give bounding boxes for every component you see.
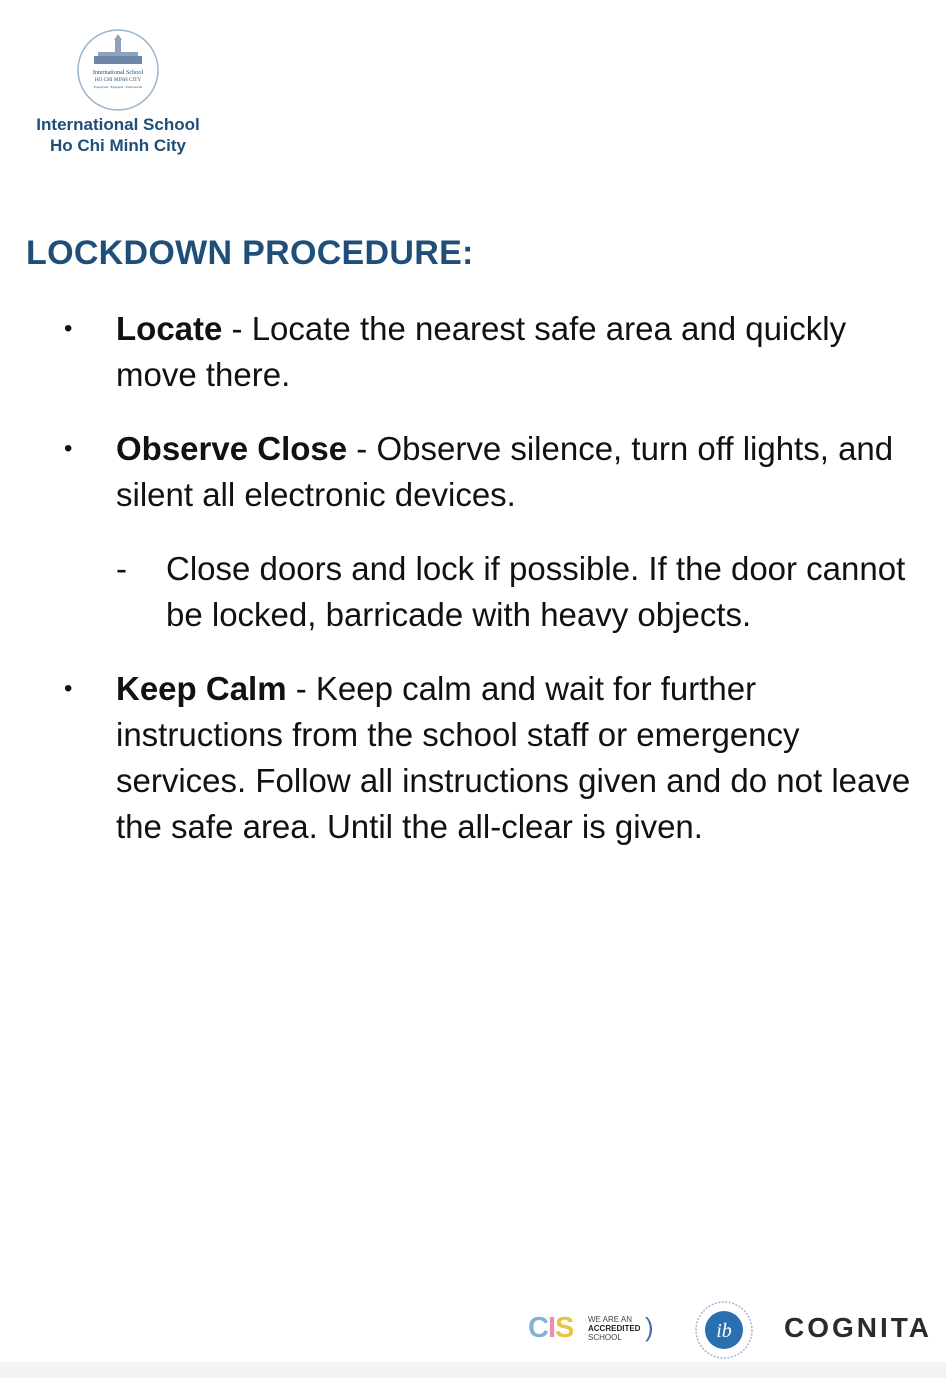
item-term: Keep Calm [116,670,287,707]
list-item-locate [0,306,946,398]
school-seal-icon [76,28,160,112]
school-name [22,114,214,156]
seal-line-1: International School [92,69,144,76]
item-text: - Keep calm and wait for further instructions from the school staff or emergency services. Follow all instructions given and do not leave the safe area. Until the all-clear is given. [116,670,911,845]
page-title: LOCKDOWN PROCEDURE: [26,234,474,272]
ib-logo-icon [694,1300,754,1360]
list-item-observe-close [0,426,946,518]
bullet-icon: • [64,675,73,702]
cis-letters: CIS [528,1312,574,1344]
ib-mark: ib [716,1320,732,1342]
school-logo [22,28,214,156]
cis-caption [588,1315,640,1342]
item-text: - Locate the nearest safe area and quickly move there. [116,310,847,393]
bullet-icon: • [64,435,73,462]
item-term: Observe Close [116,430,348,467]
cognita-logo: COGNITA [784,1312,933,1343]
bottom-band [0,1362,946,1378]
seal-line-2: HO CHI MINH CITY [94,77,142,83]
cis-line-1: WE ARE AN [588,1315,633,1324]
footer-logos [528,1300,933,1356]
procedure-list [0,306,946,878]
item-text: - Observe silence, turn off lights, and silent all electronic devices. [116,430,894,513]
cis-line-2: ACCREDITED [588,1324,641,1333]
school-name-line1: International School [36,115,200,134]
sub-item-text: Close doors and lock if possible. If the door cannot be locked, barricade with heavy objects. [166,550,906,633]
item-term: Locate [116,310,223,347]
school-name-line2: Ho Chi Minh City [50,136,186,155]
seal-line-3: Energised · Engaged · Empowered [93,85,143,89]
dash-marker: - [116,550,127,587]
cis-bracket-icon: ) [645,1312,654,1342]
sub-item-close-doors [0,546,946,638]
list-item-keep-calm [0,666,946,850]
cis-line-3: SCHOOL [588,1333,622,1342]
bullet-icon: • [64,315,73,342]
